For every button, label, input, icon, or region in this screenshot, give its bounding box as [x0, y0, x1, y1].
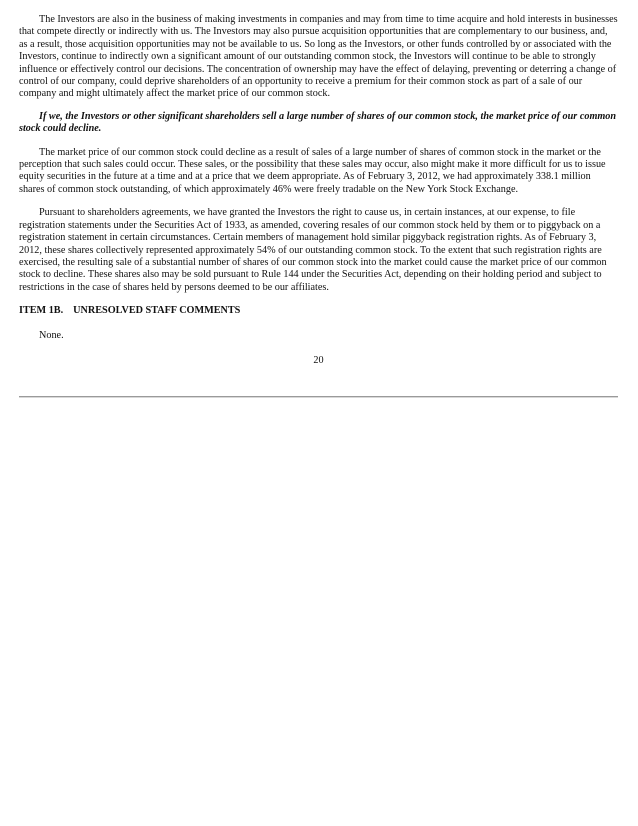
risk-factor-heading: If we, the Investors or other significant shareholders sell a large number of shares of our common stock, the market price of our common stock could decline. — [19, 110, 617, 135]
item-title: UNRESOLVED STAFF COMMENTS — [73, 305, 241, 317]
none-text: None. — [39, 329, 64, 341]
document-page — [19, 14, 618, 367]
item-number: ITEM 1B. — [19, 305, 64, 317]
page-divider — [19, 396, 618, 398]
page-number: 20 — [313, 354, 324, 366]
paragraph-market-price: The market price of our common stock could decline as a result of sales of a large number of shares of common stock in the market or the perception that such sales could occur. These sales, or the possibility that these sales may occur, also might make it more difficult for us to issue equity securities in the future at a time and at a price that we deem appropriate. As of February 3, 2012, we had approximately 338.1 million shares of common stock outstanding, of which approximately 46% were freely tradable on the New York Stock Exchange. — [19, 146, 606, 195]
item-heading — [19, 305, 618, 317]
paragraph-investors-business: The Investors are also in the business of making investments in companies and may from time to time acquire and hold interests in businesses that compete directly or indirectly with us. The Investors may also pursue acquisition opportunities that are complementary to our business, and, as a result, those acquisition opportunities may not be available to us. So long as the Investors, or other funds controlled by or associated with the Investors, continue to indirectly own a significant amount of our outstanding common stock, the Investors will continue to be able to strongly influence or effectively control our decisions. The concentration of ownership may have the effect of delaying, preventing or deterring a change of control of our company, could deprive shareholders of an opportunity to receive a premium for their common stock as part of a sale of our company and might ultimately affect the market price of our common stock. — [19, 14, 618, 100]
paragraph-registration-rights: Pursuant to shareholders agreements, we have granted the Investors the right to cause us, in certain instances, at our expense, to file registration statements under the Securities Act of 1933, as amended, covering resales of our common stock held by them or to piggyback on a registration statement in certain circumstances. Certain members of management hold similar piggyback registration rights. As of February 3, 2012, these shares collectively represented approximately 54% of our outstanding common stock. To the extent that such registration rights are exercised, the resulting sale of a substantial number of shares of our common stock into the market could cause the market price of our common stock to decline. These shares also may be sold pursuant to Rule 144 under the Securities Act, depending on their holding period and subject to restrictions in the case of shares held by persons deemed to be our affiliates. — [19, 207, 607, 293]
